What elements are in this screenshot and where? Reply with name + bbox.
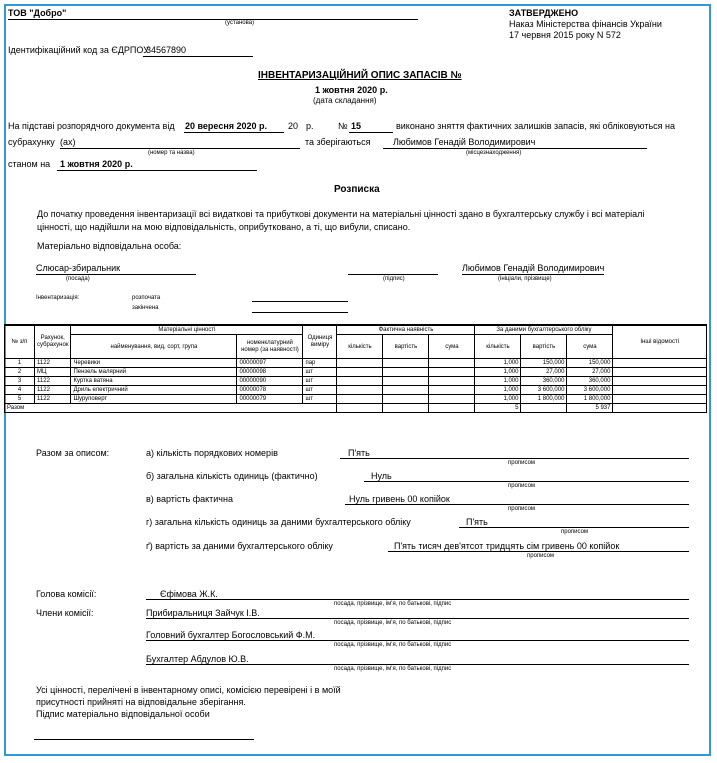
table-total-row xyxy=(5,404,707,413)
receipt-text1: До початку проведення інвентаризації всі видаткові та прибуткові документи на матеріальні цінності здано в бухгалтерську службу і всі матеріалі xyxy=(37,209,645,219)
col-acc-sum-header: сума xyxy=(567,335,613,359)
cell-unit: шт xyxy=(303,395,337,404)
cell-name: Куртка ватяна xyxy=(71,377,237,386)
summary-b-label: б) загальна кількість одиниць (фактично) xyxy=(146,471,318,481)
cell-acc-cost: 360,000 xyxy=(521,377,567,386)
summary-v-value: Нуль гривень 00 копійок xyxy=(349,494,450,504)
col-fact-sum-header: сума xyxy=(429,335,475,359)
cell-unit: шт xyxy=(303,377,337,386)
basis-date-line xyxy=(184,132,284,133)
summary-g-value: П'ять xyxy=(466,517,488,527)
summary-g2-label: ґ) вартість за даними бухгалтерського обліку xyxy=(146,541,333,551)
cell-name: Черевики xyxy=(71,359,237,368)
cell-acc-qty: 1,000 xyxy=(475,377,521,386)
subaccount-value: (ах) xyxy=(60,137,76,147)
total-qty: 5 xyxy=(475,404,521,413)
cell-acc-sum: 1 800,000 xyxy=(567,395,613,404)
cell-fact-qty xyxy=(337,368,383,377)
edrpou-value: 34567890 xyxy=(146,45,187,55)
commission-head-name: Єфімова Ж.К. xyxy=(160,589,218,599)
inv-finished-line xyxy=(252,312,348,313)
cell-fact-qty xyxy=(337,377,383,386)
cell-nom: 00000090 xyxy=(237,377,303,386)
inv-finished: закінчена xyxy=(132,305,159,311)
cell-name: Дриль електричний xyxy=(71,386,237,395)
total-sum: 5 937 xyxy=(567,404,613,413)
approved-line2: 17 червня 2015 року N 572 xyxy=(509,30,621,40)
group-fact-header: Фактична наявність xyxy=(337,325,475,335)
cell-fact-sum xyxy=(429,368,475,377)
cell-unit: шт xyxy=(303,386,337,395)
cell-fact-cost xyxy=(383,377,429,386)
table-row xyxy=(5,368,707,377)
group-material-header: Матеріальні цінності xyxy=(71,325,303,335)
status-label: станом на xyxy=(8,159,51,169)
cell-nom: 00000078 xyxy=(237,386,303,395)
inv-started: розпочата xyxy=(132,295,161,301)
summary-a-value: П'ять xyxy=(348,448,370,458)
signature-caption: (підпис) xyxy=(383,276,405,282)
cell-fact-sum xyxy=(429,359,475,368)
summary-g-caption: прописом xyxy=(561,529,589,535)
inv-started-line xyxy=(252,301,348,302)
stored-line xyxy=(383,148,647,149)
date-caption: (дата складання) xyxy=(313,96,377,105)
summary-v-caption: прописом xyxy=(508,506,536,512)
cell-other xyxy=(613,395,707,404)
cell-fact-cost xyxy=(383,386,429,395)
col-acc-qty-header: кількість xyxy=(475,335,521,359)
cell-fact-sum xyxy=(429,377,475,386)
status-line xyxy=(57,170,257,171)
cell-acc-cost: 150,000 xyxy=(521,359,567,368)
approved-title: ЗАТВЕРДЖЕНО xyxy=(509,8,579,18)
basis-text3: р. xyxy=(306,121,314,131)
basis-text2: 20 xyxy=(288,121,299,131)
cell-fact-sum xyxy=(429,386,475,395)
cell-fact-sum xyxy=(429,395,475,404)
status-date: 1 жовтня 2020 р. xyxy=(60,159,133,169)
cell-fact-qty xyxy=(337,386,383,395)
col-unit-header: Одиниця виміру xyxy=(303,325,337,359)
cell-account: 1122 xyxy=(35,386,71,395)
summary-g2-value: П'ять тисяч дев'ятсот тридцять сім гривень 00 копійок xyxy=(394,541,620,551)
approved-line1: Наказ Міністерства фінансів України xyxy=(509,19,662,29)
cell-account: 1122 xyxy=(35,377,71,386)
col-account-header: Рахунок, субрахунок xyxy=(35,325,71,359)
stored-person: Любимов Генадій Володимирович xyxy=(393,137,536,147)
cell-account: МЦ xyxy=(35,368,71,377)
cell-acc-qty: 1,000 xyxy=(475,395,521,404)
document-title: ІНВЕНТАРИЗАЦІЙНИЙ ОПИС ЗАПАСІВ № xyxy=(258,70,462,81)
receipt-text2: цінності, що надійшли на мою відповідальність, оприбутковано, а ті, що вибули, списано. xyxy=(37,222,411,232)
position-caption: (посада) xyxy=(66,276,90,282)
edrpou-label: Ідентифікаційний код за ЄДРПОУ xyxy=(8,45,149,55)
footer-signature-line xyxy=(34,739,254,740)
summary-b-caption: прописом xyxy=(508,483,536,489)
commission-head-label: Голова комісії: xyxy=(36,589,97,599)
cell-other xyxy=(613,377,707,386)
cell-nom: 00000098 xyxy=(237,368,303,377)
cell-name: Пензель малярний xyxy=(71,368,237,377)
summary-label: Разом за описом: xyxy=(36,448,110,458)
group-acc-header: За даними бухгалтерського обліку xyxy=(475,325,613,335)
summary-g2-line xyxy=(388,551,689,552)
inventory-table xyxy=(4,324,707,413)
basis-doc-no: 15 xyxy=(351,121,362,131)
signature-line xyxy=(348,274,438,275)
commission-head-line xyxy=(146,599,689,600)
col-fact-qty-header: кількість xyxy=(337,335,383,359)
footer-line2: присутності прийняті на відповідальне зберігання. xyxy=(36,697,246,707)
cell-acc-cost: 1 800,000 xyxy=(521,395,567,404)
commission-member3-line xyxy=(146,664,689,665)
edrpou-line xyxy=(143,56,253,57)
cell-no: 5 xyxy=(5,395,35,404)
cell-fact-cost xyxy=(383,368,429,377)
cell-nom: 00000097 xyxy=(237,359,303,368)
col-acc-cost-header: вартість xyxy=(521,335,567,359)
footer-line3: Підпис матеріально відповідальної особи xyxy=(36,709,210,719)
col-nom-header: номенклатурний номер (за наявності) xyxy=(237,335,303,359)
commission-member2: Головний бухгалтер Богословський Ф.М. xyxy=(146,630,316,640)
stored-label: та зберігаються xyxy=(305,137,371,147)
basis-no-label: № xyxy=(338,121,348,131)
table-row xyxy=(5,386,707,395)
commission-member2-caption: посада, прізвище, ім'я, по батькові, підпис xyxy=(334,642,452,648)
summary-v-line xyxy=(345,504,689,505)
receipt-resp-label: Матеріально відповідальна особа: xyxy=(37,241,182,251)
cell-fact-cost xyxy=(383,395,429,404)
commission-member3-caption: посада, прізвище, ім'я, по батькові, підпис xyxy=(334,666,452,672)
cell-acc-sum: 3 600,000 xyxy=(567,386,613,395)
commission-member1: Прибиральниця Зайчук І.В. xyxy=(146,608,260,618)
summary-g-label: г) загальна кількість одиниць за даними бухгалтерського обліку xyxy=(146,517,411,527)
summary-v-label: в) вартість фактична xyxy=(146,494,233,504)
caption-number: (номер та назва) xyxy=(148,150,195,156)
cell-no: 1 xyxy=(5,359,35,368)
commission-member1-caption: посада, прізвище, ім'я, по батькові, підпис xyxy=(334,620,452,626)
commission-member3: Бухгалтер Абдулов Ю.В. xyxy=(146,654,249,664)
col-name-header: найменування, вид, сорт, група xyxy=(71,335,237,359)
subaccount-line xyxy=(60,148,300,149)
cell-other xyxy=(613,368,707,377)
summary-a-caption: прописом xyxy=(508,460,536,466)
cell-acc-sum: 150,000 xyxy=(567,359,613,368)
col-fact-cost-header: вартість xyxy=(383,335,429,359)
cell-acc-cost: 3 600,000 xyxy=(521,386,567,395)
col-other-header: Інші відомості xyxy=(613,325,707,359)
summary-g-line xyxy=(459,527,689,528)
receipt-position: Слюсар-збиральник xyxy=(36,263,121,273)
receipt-name: Любимов Генадій Володимирович xyxy=(462,263,604,273)
cell-acc-cost: 27,000 xyxy=(521,368,567,377)
commission-member2-line xyxy=(146,640,689,641)
cell-acc-qty: 1,000 xyxy=(475,359,521,368)
basis-no-line xyxy=(349,132,393,133)
basis-doc-date: 20 вересня 2020 р. xyxy=(185,121,268,131)
subaccount-label: субрахунку xyxy=(8,137,55,147)
cell-acc-qty: 1,000 xyxy=(475,368,521,377)
commission-members-label: Члени комісії: xyxy=(36,608,94,618)
basis-text4: виконано зняття фактичних залишків запасів, які обліковуються на xyxy=(396,121,675,131)
company-name: ТОВ "Добро" xyxy=(8,8,67,18)
company-caption: (установа) xyxy=(225,20,255,26)
commission-head-caption: посада, прізвище, ім'я, по батькові, підпис xyxy=(334,601,452,607)
col-no-header: № з/п xyxy=(5,325,35,359)
basis-text1: На підставі розпорядчого документа від xyxy=(8,121,175,131)
company-line xyxy=(8,19,418,20)
cell-name: Шуруповерт xyxy=(71,395,237,404)
cell-account: 1122 xyxy=(35,359,71,368)
cell-fact-qty xyxy=(337,395,383,404)
table-row xyxy=(5,395,707,404)
name-line xyxy=(462,274,604,275)
cell-other xyxy=(613,386,707,395)
cell-acc-sum: 360,000 xyxy=(567,377,613,386)
summary-b-line xyxy=(364,481,689,482)
cell-acc-qty: 1,000 xyxy=(475,386,521,395)
cell-unit: пар xyxy=(303,359,337,368)
cell-nom: 00000079 xyxy=(237,395,303,404)
total-label: Разом xyxy=(5,404,337,413)
table-row xyxy=(5,359,707,368)
cell-other xyxy=(613,359,707,368)
document-date: 1 жовтня 2020 р. xyxy=(315,85,388,95)
cell-no: 3 xyxy=(5,377,35,386)
cell-fact-qty xyxy=(337,359,383,368)
cell-no: 4 xyxy=(5,386,35,395)
footer-line1: Усі цінності, перелічені в інвентарному описі, комісією перевірені і в моїй xyxy=(36,685,341,695)
cell-unit: шт xyxy=(303,368,337,377)
summary-b-value: Нуль xyxy=(371,471,392,481)
receipt-title: Розписка xyxy=(334,184,380,195)
table-row xyxy=(5,377,707,386)
position-line xyxy=(36,274,196,275)
cell-account: 1122 xyxy=(35,395,71,404)
inv-label: Інвентаризація: xyxy=(36,295,80,301)
commission-member1-line xyxy=(146,618,689,619)
name-caption: (ініціали, прізвище) xyxy=(498,276,552,282)
cell-fact-cost xyxy=(383,359,429,368)
summary-a-label: а) кількість порядкових номерів xyxy=(146,448,278,458)
summary-g2-caption: прописом xyxy=(527,553,555,559)
cell-no: 2 xyxy=(5,368,35,377)
summary-a-line xyxy=(340,458,689,459)
caption-location: (місцезнаходження) xyxy=(466,150,522,156)
cell-acc-sum: 27,000 xyxy=(567,368,613,377)
